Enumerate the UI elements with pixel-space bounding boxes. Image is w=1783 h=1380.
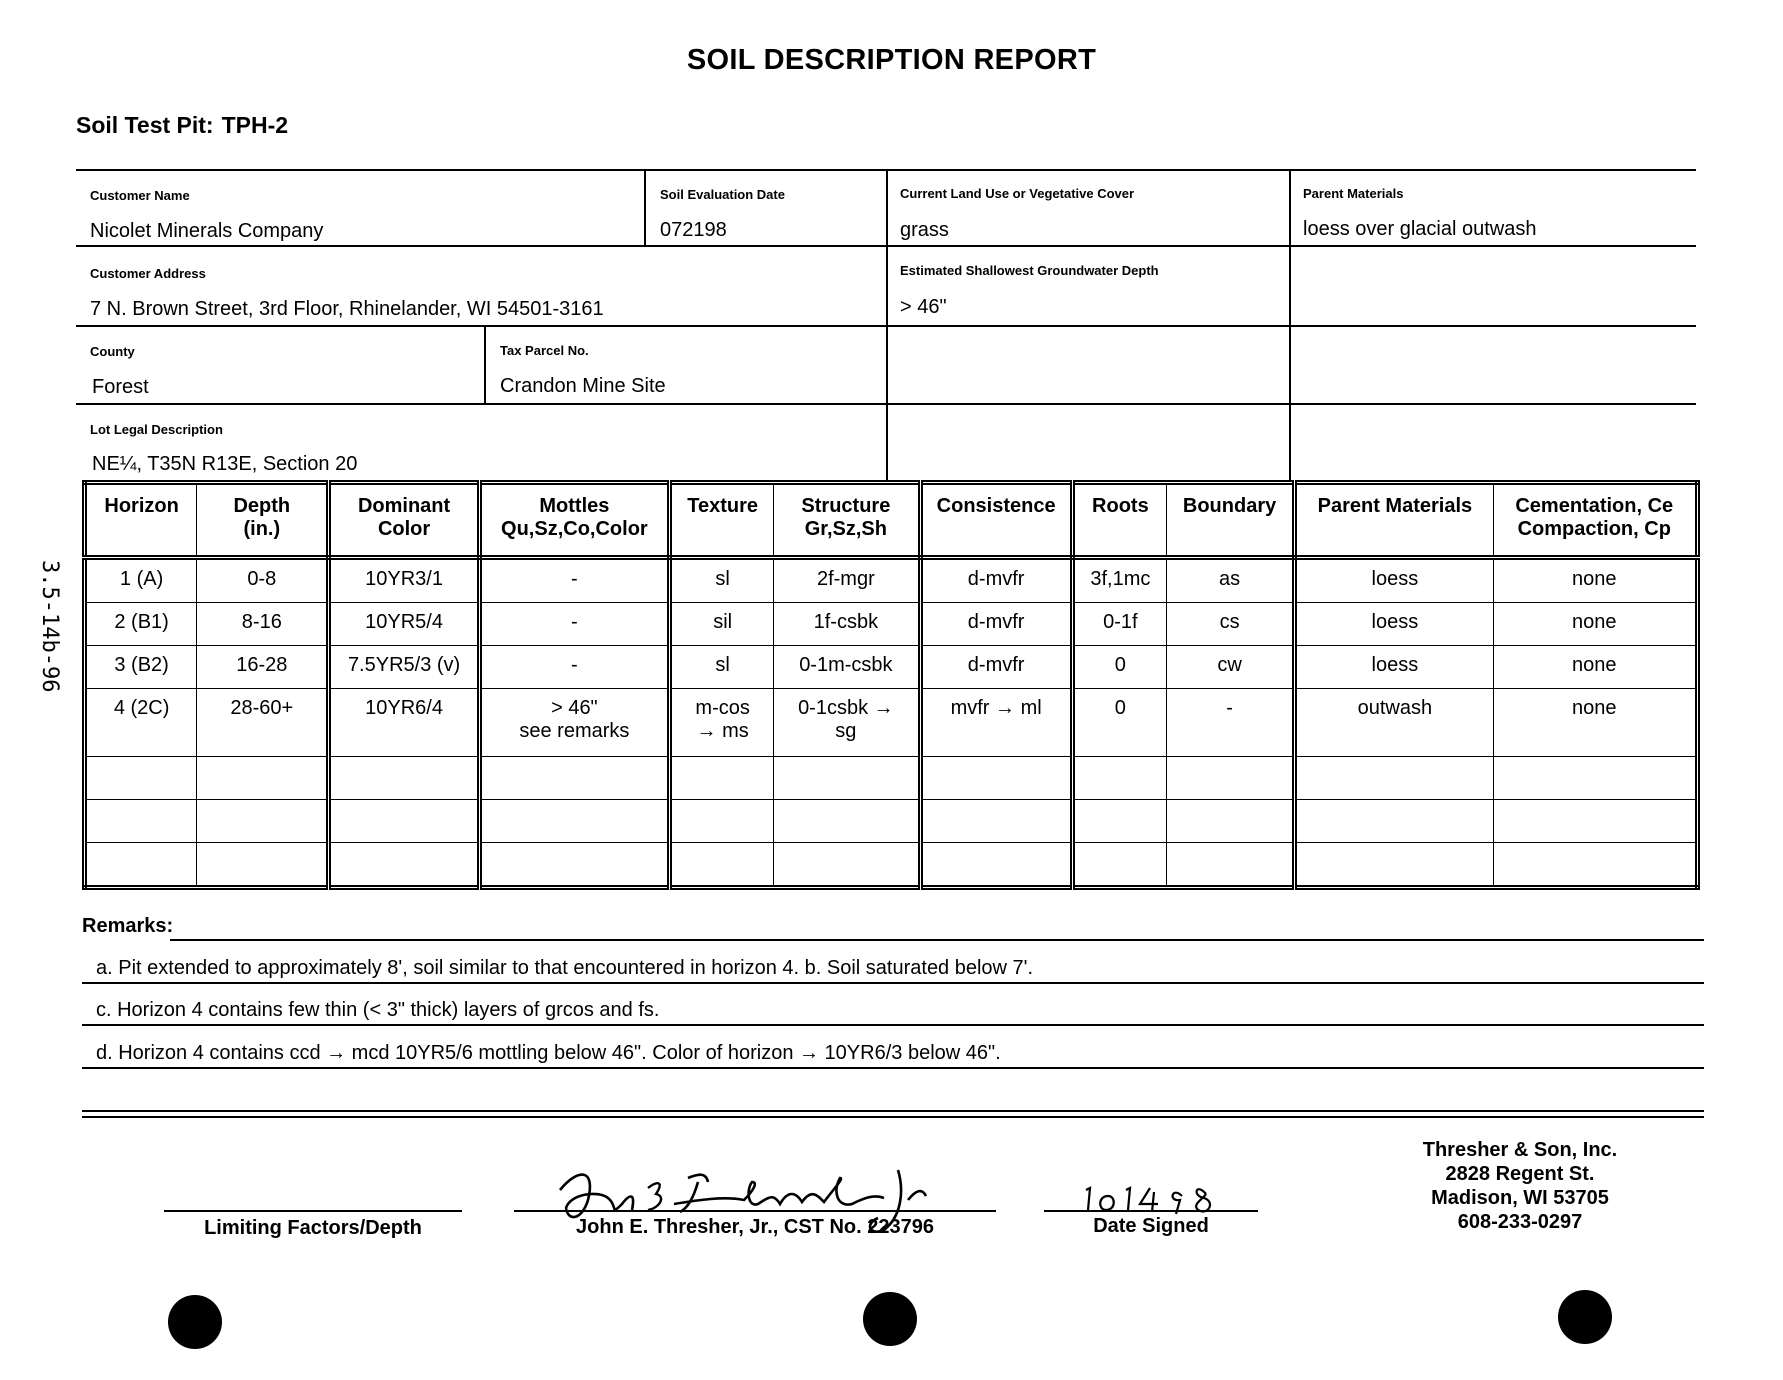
table-cell [774, 689, 920, 756]
table-cell [85, 603, 197, 646]
cell-text: mvfr → ml [950, 697, 1042, 720]
table-cell [197, 558, 329, 603]
cell-text: cs [1219, 611, 1240, 634]
cell-text: 28-60+ [230, 697, 294, 720]
signer-label: John E. Thresher, Jr., CST No. 223796 [576, 1216, 934, 1238]
cell-text: → ms [696, 720, 749, 743]
column-header-line: Roots [1092, 495, 1149, 517]
lot-legal-description-value: NE¼, T35N R13E, Section 20 [92, 453, 358, 475]
column-header-line: Depth [233, 495, 291, 517]
table-cell [920, 646, 1072, 689]
soil-test-pit-label: Soil Test Pit: [76, 112, 214, 138]
table-cell [920, 799, 1072, 842]
table-cell [197, 756, 329, 799]
cell-text: 0-1m-csbk [799, 654, 893, 677]
date-signed-line [1044, 1210, 1258, 1212]
table-cell [479, 799, 669, 842]
table-cell [197, 842, 329, 887]
table-cell [1295, 799, 1493, 842]
signature-line [514, 1210, 996, 1212]
empty-table-row [85, 799, 1698, 842]
limiting-factors-label: Limiting Factors/Depth [204, 1217, 422, 1239]
cell-text: 2f-mgr [816, 568, 875, 590]
cell-text: 2 (B1) [114, 611, 169, 634]
form-divider [644, 169, 646, 245]
cell-text: d-mvfr [967, 654, 1025, 677]
table-cell [1493, 756, 1697, 799]
table-cell [329, 799, 479, 842]
table-cell [1166, 799, 1294, 842]
limiting-factors-line [164, 1210, 462, 1212]
cell-text: 16-28 [236, 654, 288, 677]
table-cell [329, 689, 479, 756]
cell-text: - [571, 611, 578, 634]
cell-text: d-mvfr [967, 568, 1025, 590]
empty-table-row [85, 756, 1698, 799]
column-header-line: (in.) [243, 518, 281, 540]
table-row [85, 558, 1698, 603]
company-city: Madison, WI 53705 [1431, 1187, 1609, 1209]
table-cell [197, 603, 329, 646]
double-rule [82, 1116, 1704, 1118]
soil-evaluation-date-label: Soil Evaluation Date [660, 187, 785, 202]
table-cell [1072, 842, 1166, 887]
cell-text: sl [715, 568, 730, 590]
remarks-rule [82, 1024, 1704, 1026]
cell-text: 7.5YR5/3 (v) [347, 654, 461, 677]
table-cell [329, 756, 479, 799]
table-cell [670, 842, 774, 887]
table-cell [329, 646, 479, 689]
table-cell [197, 646, 329, 689]
cell-text: 0-1csbk → [798, 697, 894, 720]
cell-text: none [1572, 654, 1617, 677]
cell-text: see remarks [519, 720, 630, 743]
table-cell [1493, 603, 1697, 646]
soil-test-pit-value: TPH-2 [221, 112, 289, 138]
table-cell [670, 756, 774, 799]
table-cell [670, 646, 774, 689]
table-body [85, 558, 1698, 888]
table-cell [1493, 558, 1697, 603]
table-cell [920, 603, 1072, 646]
table-cell [329, 558, 479, 603]
cell-text: 10YR5/4 [365, 611, 443, 634]
cell-text: loess [1371, 611, 1419, 634]
column-header-line: Gr,Sz,Sh [804, 518, 887, 540]
side-annotation: 3.5-14b-96 [37, 560, 62, 693]
column-header [1072, 483, 1166, 558]
table-cell [774, 799, 920, 842]
column-header [85, 483, 197, 558]
column-header-line: Dominant [357, 495, 451, 517]
cell-text: - [1226, 697, 1233, 720]
cell-text: > 46" [551, 697, 598, 720]
cell-text: none [1572, 611, 1617, 634]
cell-text: 0-1f [1103, 611, 1138, 634]
table-cell [920, 558, 1072, 603]
table-row [85, 646, 1698, 689]
table-cell [920, 756, 1072, 799]
cell-text: 10YR6/4 [365, 697, 443, 720]
table-cell [774, 558, 920, 603]
cell-text: 0-8 [247, 568, 277, 590]
table-cell [1166, 756, 1294, 799]
column-header-line: Horizon [104, 495, 179, 517]
table-cell [85, 842, 197, 887]
cell-text: 3 (B2) [114, 654, 169, 677]
column-header [1493, 483, 1697, 558]
customer-name-label: Customer Name [90, 188, 190, 203]
table-cell [197, 799, 329, 842]
column-header-line: Qu,Sz,Co,Color [501, 518, 648, 540]
form-divider [1289, 169, 1291, 480]
table-cell [774, 646, 920, 689]
table-cell [197, 689, 329, 756]
punch-hole [863, 1292, 917, 1346]
land-use-label: Current Land Use or Vegetative Cover [900, 186, 1135, 201]
county-label: County [90, 344, 135, 359]
cell-text: loess [1371, 654, 1419, 677]
date-signed-label: Date Signed [1093, 1215, 1209, 1237]
table-cell [479, 558, 669, 603]
column-header [197, 483, 329, 558]
company-street: 2828 Regent St. [1445, 1163, 1595, 1185]
punch-hole [168, 1295, 222, 1349]
tax-parcel-value: Crandon Mine Site [500, 375, 666, 397]
column-header-line: Cementation, Ce [1515, 495, 1674, 517]
table-cell [920, 689, 1072, 756]
table-cell [85, 756, 197, 799]
table-cell [920, 842, 1072, 887]
table-cell [774, 756, 920, 799]
column-header-line: Mottles [539, 495, 610, 517]
table-cell [1295, 756, 1493, 799]
column-header [329, 483, 479, 558]
soil-evaluation-date-value: 072198 [660, 219, 727, 241]
table-cell [670, 558, 774, 603]
column-header [1295, 483, 1493, 558]
table-cell [479, 756, 669, 799]
table-cell [1295, 842, 1493, 887]
table-cell [1072, 646, 1166, 689]
table-cell [1295, 689, 1493, 756]
cell-text: - [571, 568, 578, 590]
table-cell [670, 603, 774, 646]
column-header [920, 483, 1072, 558]
groundwater-depth-label: Estimated Shallowest Groundwater Depth [900, 263, 1159, 278]
cell-text: cw [1217, 654, 1242, 677]
table-cell [479, 842, 669, 887]
cell-text: 0 [1114, 654, 1126, 677]
remark-line-d: d. Horizon 4 contains ccd → mcd 10YR5/6 mottling below 46". Color of horizon → 10YR6/3 below 46". [96, 1042, 1001, 1064]
table-cell [329, 603, 479, 646]
table-cell [774, 603, 920, 646]
column-header [479, 483, 669, 558]
table-cell [1295, 603, 1493, 646]
cell-text: none [1572, 697, 1617, 720]
company-block [1380, 1138, 1660, 1234]
column-header-line: Parent Materials [1317, 495, 1473, 517]
table-cell [85, 689, 197, 756]
column-header [670, 483, 774, 558]
table-cell [479, 689, 669, 756]
form-divider [484, 325, 486, 403]
table-cell [85, 799, 197, 842]
parent-materials-value: loess over glacial outwash [1303, 218, 1537, 240]
table-row [85, 689, 1698, 756]
cell-text: 3f,1mc [1090, 568, 1151, 590]
cell-text: m-cos [695, 697, 750, 720]
table-cell [1072, 603, 1166, 646]
table-cell [1166, 689, 1294, 756]
cell-text: 1f-csbk [813, 611, 879, 634]
parent-materials-label: Parent Materials [1303, 186, 1404, 201]
tax-parcel-label: Tax Parcel No. [500, 343, 589, 358]
table-cell [479, 603, 669, 646]
form-divider [886, 169, 888, 480]
county-value: Forest [92, 376, 149, 398]
table-row [85, 603, 1698, 646]
table-cell [1295, 558, 1493, 603]
table-header-row [85, 483, 1698, 558]
cell-text: - [571, 654, 578, 677]
table-cell [1166, 558, 1294, 603]
cell-text: 8-16 [241, 611, 282, 634]
table-cell [670, 799, 774, 842]
cell-text: sil [713, 611, 733, 634]
empty-table-row [85, 842, 1698, 887]
table-cell [670, 689, 774, 756]
remark-line-c: c. Horizon 4 contains few thin (< 3" thick) layers of grcos and fs. [96, 999, 660, 1021]
soil-horizon-table [82, 480, 1700, 890]
groundwater-depth-value: > 46" [900, 296, 947, 318]
remarks-rule [82, 1067, 1704, 1069]
column-header-line: Color [377, 518, 431, 540]
cell-text: 0 [1114, 697, 1126, 720]
cell-text: 1 (A) [119, 568, 164, 590]
cell-text: sg [835, 720, 857, 743]
table-cell [1166, 842, 1294, 887]
table-cell [1295, 646, 1493, 689]
cell-text: none [1572, 568, 1617, 590]
table-cell [774, 842, 920, 887]
remark-line-a: a. Pit extended to approximately 8', soil similar to that encountered in horizon 4. b. Soil saturated below 7'. [96, 957, 1034, 979]
table-cell [1493, 646, 1697, 689]
remarks-rule [82, 982, 1704, 984]
column-header [774, 483, 920, 558]
cell-text: sl [715, 654, 730, 677]
column-header-line: Structure [801, 495, 891, 517]
table-cell [85, 646, 197, 689]
punch-hole [1558, 1290, 1612, 1344]
column-header [1166, 483, 1294, 558]
cell-text: outwash [1357, 697, 1433, 720]
table-cell [1072, 756, 1166, 799]
land-use-value: grass [900, 219, 949, 241]
lot-legal-description-label: Lot Legal Description [90, 422, 223, 437]
column-header-line: Texture [687, 495, 759, 517]
report-title: SOIL DESCRIPTION REPORT [686, 44, 1097, 76]
table-cell [329, 842, 479, 887]
column-header-line: Boundary [1182, 495, 1277, 517]
table-cell [1493, 799, 1697, 842]
table-cell [85, 558, 197, 603]
table-cell [1493, 842, 1697, 887]
remarks-label: Remarks: [82, 915, 174, 937]
company-name: Thresher & Son, Inc. [1422, 1139, 1618, 1161]
table-cell [1493, 689, 1697, 756]
soil-test-pit [76, 112, 288, 139]
table-cell [1166, 603, 1294, 646]
column-header-line: Consistence [936, 495, 1056, 517]
column-header-line: Compaction, Cp [1517, 518, 1671, 540]
remarks-rule [170, 939, 1704, 941]
table-cell [1166, 646, 1294, 689]
cell-text: 4 (2C) [113, 697, 170, 720]
table-cell [1072, 558, 1166, 603]
customer-name-value: Nicolet Minerals Company [90, 220, 324, 242]
cell-text: as [1219, 568, 1241, 590]
company-phone: 608-233-0297 [1457, 1211, 1583, 1233]
customer-address-value: 7 N. Brown Street, 3rd Floor, Rhinelander, WI 54501-3161 [90, 298, 604, 320]
table-cell [1072, 689, 1166, 756]
table-cell [479, 646, 669, 689]
table-cell [1072, 799, 1166, 842]
customer-address-label: Customer Address [90, 266, 206, 281]
cell-text: 10YR3/1 [365, 568, 443, 590]
cell-text: d-mvfr [967, 611, 1025, 634]
double-rule [82, 1110, 1704, 1112]
cell-text: loess [1371, 568, 1419, 590]
